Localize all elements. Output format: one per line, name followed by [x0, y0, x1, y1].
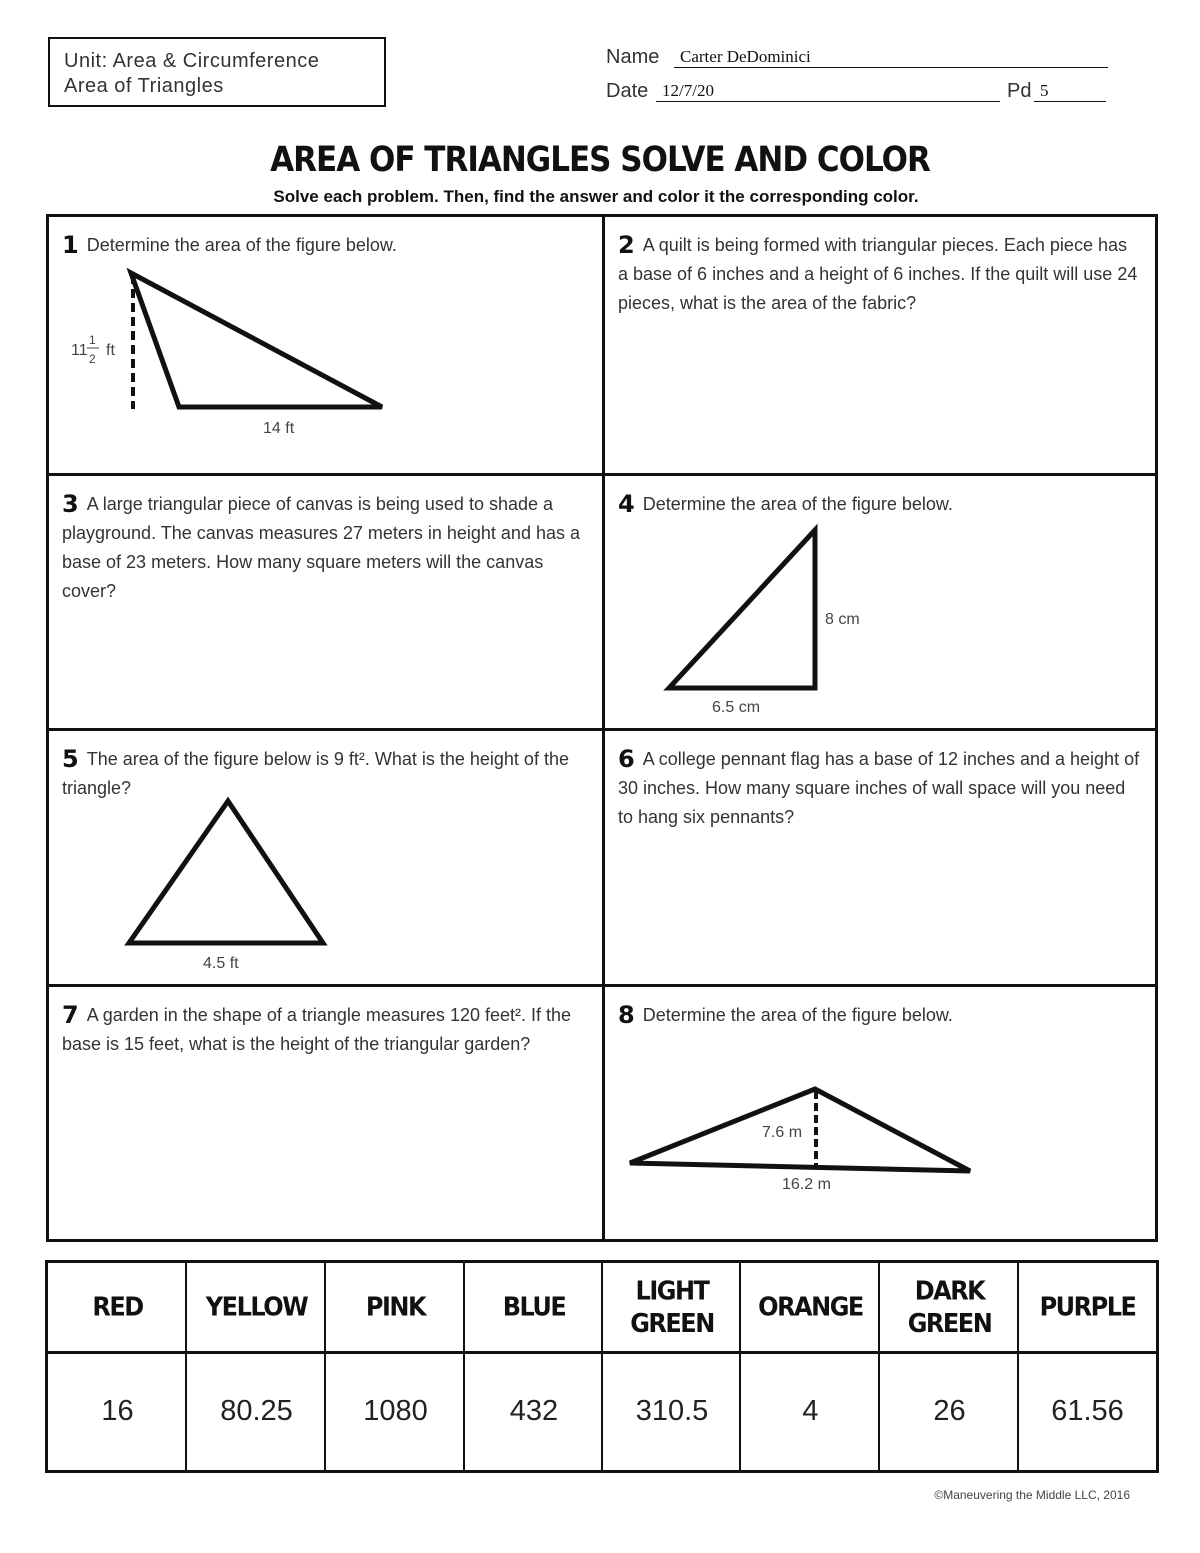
color-name: YELLOW — [205, 1291, 308, 1323]
answer-value: 4 — [802, 1395, 819, 1427]
problem-number: 3 — [62, 490, 79, 518]
color-name: PINK — [365, 1291, 426, 1323]
base-label: 16.2 m — [782, 1176, 831, 1193]
answer-value: 16 — [101, 1395, 134, 1427]
color-name: DARK GREEN — [907, 1275, 992, 1339]
date-field[interactable]: 12/7/20 — [656, 80, 1000, 102]
height-label: 8 cm — [825, 611, 860, 628]
period-label: Pd — [1007, 80, 1032, 102]
color-column-light-green — [601, 1263, 741, 1470]
triangle-figure-1 — [49, 217, 602, 473]
color-name: BLUE — [502, 1291, 566, 1323]
copyright-footer: ©Maneuvering the Middle LLC, 2016 — [934, 1488, 1130, 1502]
color-column-yellow — [185, 1263, 326, 1470]
problem-number: 2 — [618, 231, 635, 259]
problem-1 — [49, 217, 602, 473]
instructions: Solve each problem. Then, find the answer and color it the corresponding color. — [273, 187, 919, 206]
unit-title: Unit: Area & Circumference — [64, 50, 320, 72]
height-label-numerator: 1 — [89, 333, 96, 347]
color-column-blue — [463, 1263, 603, 1470]
problem-number: 5 — [62, 745, 79, 773]
answer-value: 61.56 — [1051, 1395, 1124, 1427]
height-label-whole: 11 — [71, 342, 88, 359]
problem-number: 1 — [62, 231, 79, 259]
problem-number: 4 — [618, 490, 635, 518]
color-column-purple — [1017, 1263, 1156, 1470]
color-name: ORANGE — [758, 1291, 863, 1323]
color-answer-table — [45, 1260, 1159, 1473]
answer-value: 310.5 — [635, 1395, 709, 1427]
name-label: Name — [606, 46, 660, 68]
problem-8 — [605, 987, 1155, 1239]
date-label: Date — [606, 80, 649, 102]
problem-text: A quilt is being formed with triangular pieces. Each piece has a base of 6 inches and a height of 6 inches. If the quilt will use 24 pieces, what is the area of the fabric? — [618, 235, 1138, 313]
problem-text: A college pennant flag has a base of 12 inches and a height of 30 inches. How many square inches of wall space will you need to hang six pennants? — [618, 749, 1140, 827]
answer-value: 1080 — [363, 1395, 428, 1427]
problem-number: 7 — [62, 1001, 79, 1029]
problem-7 — [49, 987, 602, 1239]
color-name: PURPLE — [1039, 1291, 1136, 1323]
problem-text: Determine the area of the figure below. — [642, 1005, 953, 1025]
color-name: LIGHT GREEN — [630, 1275, 714, 1339]
color-column-dark-green — [878, 1263, 1019, 1470]
base-label: 4.5 ft — [203, 955, 239, 972]
height-label-denominator: 2 — [89, 352, 96, 366]
name-field[interactable]: Carter DeDominici — [674, 46, 1108, 68]
problem-text: Determine the area of the figure below. — [642, 494, 953, 514]
unit-box — [48, 37, 386, 107]
problem-number: 8 — [618, 1001, 635, 1029]
triangle-figure-5 — [49, 731, 602, 984]
period-field[interactable]: 5 — [1034, 80, 1106, 102]
problem-text: A garden in the shape of a triangle measures 120 feet². If the base is 15 feet, what is the height of the triangular garden? — [62, 1005, 572, 1054]
lesson-title: Area of Triangles — [64, 75, 224, 97]
page-title: AREA OF TRIANGLES SOLVE AND COLOR — [270, 139, 930, 181]
answer-value: 26 — [933, 1395, 966, 1427]
answer-value: 80.25 — [220, 1395, 293, 1427]
problem-2 — [605, 217, 1155, 473]
problem-grid — [46, 214, 1158, 1242]
problem-4 — [605, 476, 1155, 728]
color-name: RED — [92, 1291, 143, 1323]
height-label-unit: ft — [106, 342, 115, 359]
problem-3 — [49, 476, 602, 728]
height-label: 7.6 m — [762, 1124, 803, 1141]
problem-number: 6 — [618, 745, 635, 773]
problem-5 — [49, 731, 602, 984]
problem-6 — [605, 731, 1155, 984]
color-column-pink — [324, 1263, 465, 1470]
color-column-red — [48, 1263, 187, 1470]
base-label: 14 ft — [263, 420, 295, 437]
triangle-figure-8 — [605, 987, 1155, 1239]
problem-text: Determine the area of the figure below. — [86, 235, 397, 255]
triangle-figure-4 — [605, 476, 1155, 728]
problem-text: A large triangular piece of canvas is being used to shade a playground. The canvas measures 27 meters in height and has a base of 23 meters. How many square meters will the canvas cover? — [62, 494, 580, 601]
answer-value: 432 — [509, 1395, 559, 1427]
problem-text: The area of the figure below is 9 ft². What is the height of the triangle? — [62, 749, 569, 798]
color-column-orange — [739, 1263, 880, 1470]
base-label: 6.5 cm — [712, 699, 761, 716]
